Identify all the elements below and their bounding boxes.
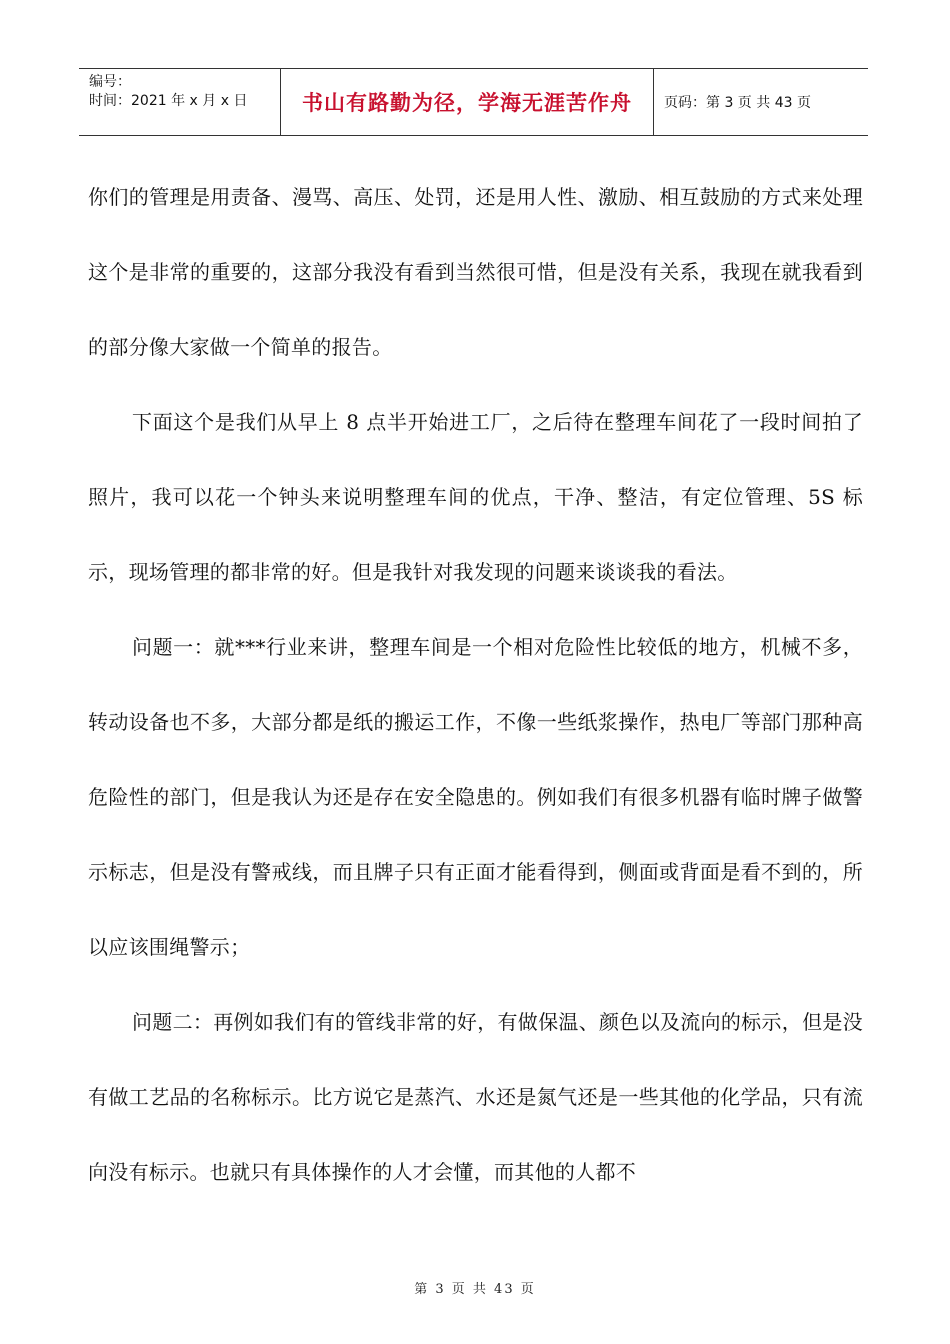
header-motto-cell	[280, 69, 654, 135]
paragraph-3: 问题一：就***行业来讲，整理车间是一个相对危险性比较低的地方，机械不多，转动设备也不多，大部分都是纸的搬运工作，不像一些纸浆操作，热电厂等部门那种高危险性的部门，但是我认为还是存在安全隐患的。例如我们有很多机器有临时牌子做警示标志，但是没有警戒线，而且牌子只有正面才能看得到，侧面或背面是看不到的，所以应该围绳警示；	[88, 635, 863, 959]
header-motto: 书山有路勤为径，学海无涯苦作舟	[302, 91, 632, 115]
paragraph-2: 下面这个是我们从早上 8 点半开始进工厂，之后待在整理车间花了一段时间拍了照片，我可以花一个钟头来说明整理车间的优点，干净、整洁，有定位管理、5S 标示，现场管理的都非常的好。但是我针对我发现的问题来谈谈我的看法。	[88, 410, 863, 584]
paragraph-4: 问题二：再例如我们有的管线非常的好，有做保温、颜色以及流向的标示，但是没有做工艺品的名称标示。比方说它是蒸汽、水还是氮气还是一些其他的化学品，只有流向没有标示。也就只有具体操作的人才会懂，而其他的人都不	[88, 1010, 863, 1184]
page-footer: 第 3 页 共 43 页	[414, 1282, 536, 1297]
document-body	[88, 160, 863, 1210]
header-table	[79, 68, 868, 136]
document-date: 时间：2021 年 x 月 x 日	[89, 93, 248, 109]
header-page-info: 页码：第 3 页 共 43 页	[664, 95, 811, 111]
header-meta	[79, 69, 280, 135]
paragraph-1: 你们的管理是用责备、漫骂、高压、处罚，还是用人性、激励、相互鼓励的方式来处理这个是非常的重要的，这部分我没有看到当然很可惜，但是没有关系，我现在就我看到的部分像大家做一个简单的报告。	[88, 185, 863, 359]
document-number: 编号：	[89, 74, 131, 90]
